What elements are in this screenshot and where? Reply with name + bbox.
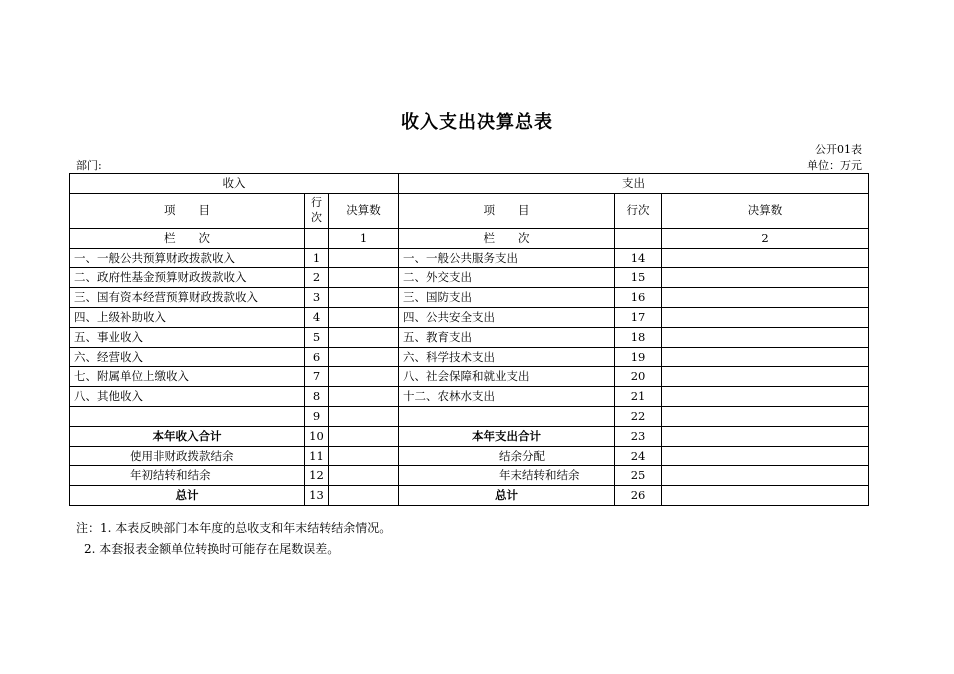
income-amount <box>329 268 399 288</box>
expense-amount <box>662 327 869 347</box>
expense-row-no: 23 <box>615 426 662 446</box>
expense-item-header: 项 目 <box>399 193 615 228</box>
income-row-no: 3 <box>305 288 329 308</box>
income-amount <box>329 426 399 446</box>
income-row-no: 10 <box>305 426 329 446</box>
unit-label: 单位：万元 <box>807 159 862 172</box>
expense-amount <box>662 347 869 367</box>
table-row <box>70 406 869 426</box>
income-row-no: 4 <box>305 307 329 327</box>
expense-amount <box>662 426 869 446</box>
expense-amount <box>662 387 869 407</box>
row-no-header-top: 行 <box>311 195 322 209</box>
income-column-no-empty <box>305 228 329 248</box>
table-row <box>70 248 869 268</box>
carryover-row-1 <box>70 446 869 466</box>
income-row-no: 13 <box>305 486 329 506</box>
income-item: 三、国有资本经营预算财政拨款收入 <box>70 288 305 308</box>
expense-amount <box>662 367 869 387</box>
summary-table <box>69 173 869 506</box>
form-number: 公开01表 <box>815 143 862 156</box>
income-amount <box>329 347 399 367</box>
income-item-header: 项 目 <box>70 193 305 228</box>
income-item: 本年收入合计 <box>70 426 305 446</box>
expense-amount <box>662 486 869 506</box>
table-row <box>70 268 869 288</box>
income-row-no: 6 <box>305 347 329 367</box>
expense-row-no: 18 <box>615 327 662 347</box>
income-item: 使用非财政拨款结余 <box>70 446 305 466</box>
income-item: 年初结转和结余 <box>70 466 305 486</box>
expense-amount <box>662 307 869 327</box>
income-item: 五、事业收入 <box>70 327 305 347</box>
income-amount <box>329 387 399 407</box>
income-amount <box>329 446 399 466</box>
expense-item: 五、教育支出 <box>399 327 615 347</box>
income-amount-header: 决算数 <box>329 193 399 228</box>
expense-item: 四、公共安全支出 <box>399 307 615 327</box>
income-amount <box>329 466 399 486</box>
income-amount <box>329 248 399 268</box>
expense-amount <box>662 466 869 486</box>
table-row <box>70 347 869 367</box>
income-item: 七、附属单位上缴收入 <box>70 367 305 387</box>
income-item <box>70 406 305 426</box>
income-item: 六、经营收入 <box>70 347 305 367</box>
expense-amount <box>662 446 869 466</box>
income-amount <box>329 367 399 387</box>
section-header-row <box>70 174 869 194</box>
expense-item: 六、科学技术支出 <box>399 347 615 367</box>
income-item: 二、政府性基金预算财政拨款收入 <box>70 268 305 288</box>
table-row <box>70 288 869 308</box>
income-amount <box>329 327 399 347</box>
income-item: 四、上级补助收入 <box>70 307 305 327</box>
table-row <box>70 307 869 327</box>
expense-row-no: 25 <box>615 466 662 486</box>
expense-header: 支出 <box>399 174 869 194</box>
expense-item: 二、外交支出 <box>399 268 615 288</box>
department-label: 部门: <box>76 159 102 172</box>
income-row-no: 9 <box>305 406 329 426</box>
income-item: 八、其他收入 <box>70 387 305 407</box>
table-row <box>70 367 869 387</box>
income-item: 总计 <box>70 486 305 506</box>
table-row <box>70 387 869 407</box>
expense-amount <box>662 288 869 308</box>
expense-item: 八、社会保障和就业支出 <box>399 367 615 387</box>
expense-column-no: 2 <box>662 228 869 248</box>
income-row-no: 8 <box>305 387 329 407</box>
income-row-no: 12 <box>305 466 329 486</box>
expense-amount <box>662 268 869 288</box>
income-amount <box>329 486 399 506</box>
expense-row-no: 20 <box>615 367 662 387</box>
expense-row-no: 22 <box>615 406 662 426</box>
expense-row-no: 21 <box>615 387 662 407</box>
expense-row-no: 26 <box>615 486 662 506</box>
notes <box>76 518 391 560</box>
expense-amount <box>662 406 869 426</box>
income-row-no: 11 <box>305 446 329 466</box>
expense-item: 结余分配 <box>399 446 615 466</box>
income-row-no: 2 <box>305 268 329 288</box>
income-item: 一、一般公共预算财政拨款收入 <box>70 248 305 268</box>
column-header-row <box>70 193 869 228</box>
expense-item: 一、一般公共服务支出 <box>399 248 615 268</box>
expense-row-no: 15 <box>615 268 662 288</box>
grand-total-row <box>70 486 869 506</box>
expense-item: 本年支出合计 <box>399 426 615 446</box>
carryover-row-2 <box>70 466 869 486</box>
expense-row-no: 24 <box>615 446 662 466</box>
income-row-no: 1 <box>305 248 329 268</box>
income-row-no: 5 <box>305 327 329 347</box>
income-column-label: 栏 次 <box>70 228 305 248</box>
expense-column-no-empty <box>615 228 662 248</box>
expense-item: 总计 <box>399 486 615 506</box>
income-amount <box>329 307 399 327</box>
row-no-header-bottom: 次 <box>311 210 322 224</box>
income-amount <box>329 288 399 308</box>
note-1: 注：1. 本表反映部门本年度的总收支和年末结转结余情况。 <box>76 521 392 535</box>
income-header: 收入 <box>70 174 399 194</box>
income-column-no: 1 <box>329 228 399 248</box>
expense-row-no: 17 <box>615 307 662 327</box>
expense-item: 年末结转和结余 <box>399 466 615 486</box>
expense-item <box>399 406 615 426</box>
expense-amount-header: 决算数 <box>662 193 869 228</box>
expense-column-label: 栏 次 <box>399 228 615 248</box>
expense-row-no: 16 <box>615 288 662 308</box>
expense-item: 三、国防支出 <box>399 288 615 308</box>
note-2: 2. 本套报表金额单位转换时可能存在尾数误差。 <box>84 542 340 556</box>
table-row <box>70 327 869 347</box>
expense-item: 十二、农林水支出 <box>399 387 615 407</box>
column-number-row <box>70 228 869 248</box>
income-row-no: 7 <box>305 367 329 387</box>
total-year-row <box>70 426 869 446</box>
page-title: 收入支出决算总表 <box>401 112 553 133</box>
expense-amount <box>662 248 869 268</box>
income-row-no-header <box>305 193 329 228</box>
expense-row-no-header: 行次 <box>615 193 662 228</box>
expense-row-no: 14 <box>615 248 662 268</box>
expense-row-no: 19 <box>615 347 662 367</box>
income-amount <box>329 406 399 426</box>
